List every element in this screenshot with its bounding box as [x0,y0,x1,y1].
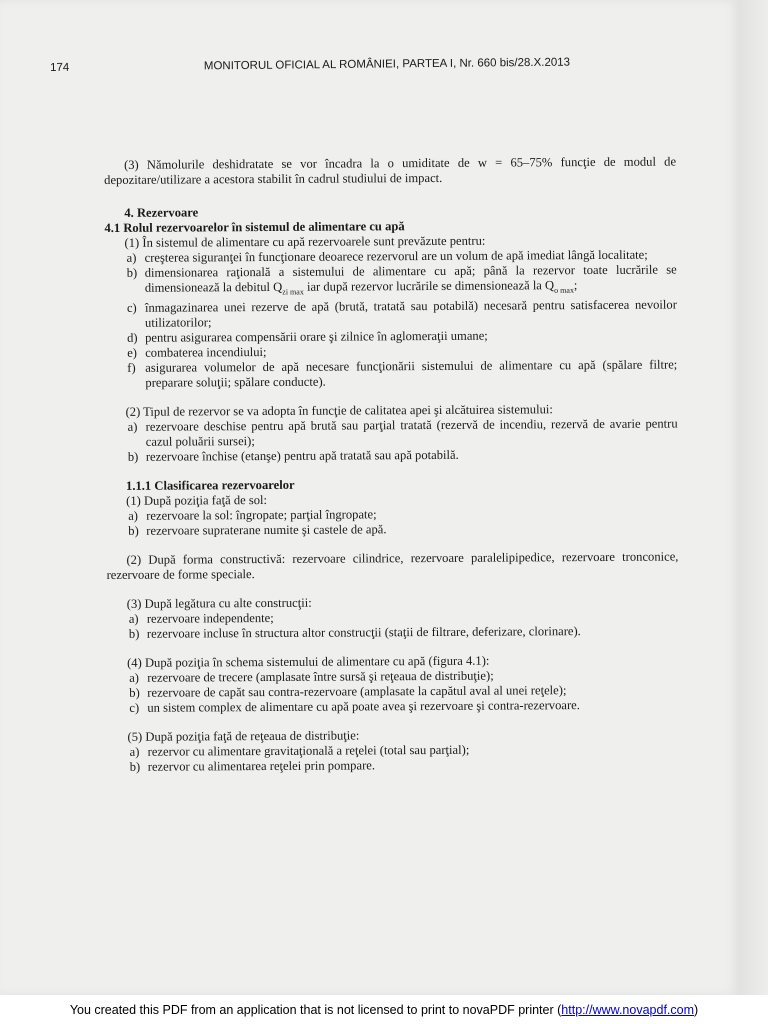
list-item: d) pentru asigurarea compensării orare şi zilnice în aglomeraţii umane; [127,328,488,345]
section-4-title: 4. Rezervoare [124,205,199,220]
list-item: b) rezervoare supraterane numite şi castele de apă. [128,521,387,538]
classification-1: (1) După poziţia faţă de sol: [126,492,268,508]
role-list [105,248,678,391]
publication-title: MONITORUL OFICIAL AL ROMÂNIEI, PARTEA I, Nr. 660 bis/28.X.2013 [203,56,571,73]
list-item: c) înmagazinarea unei rezerve de apă (brută, tratată sau potabilă) necesară pentru satisfacerea nevoilor utilizatorilor; [126,297,677,330]
section-4-1-intro: (1) În sistemul de alimentare cu apă rezervoarele sunt prevăzute pentru: [124,233,486,250]
list-item: b) rezervoare închise (etanşe) pentru apă tratată sau apă potabilă. [127,447,459,464]
document-body [104,155,680,775]
list-item: b) rezervor cu alimentarea reţelei prin pompare. [129,757,376,774]
classification-2: (2) După forma constructivă: rezervoare cilindrice, rezervoare paralelipipedice, rezervoare tronconice, rezervoare de forme speciale. [106,549,679,582]
list-item: b) rezervoare de capăt sau contra-rezervoare (amplasate la capătul aval al unei reţele); [129,682,567,700]
list-item: c) un sistem complex de alimentare cu apă poate avea şi rezervoare şi contra-rezervoare. [129,697,580,715]
list-item: e) combaterea incendiului; [127,344,267,360]
list-item: b) dimensionarea raţională a sistemului de alimentare cu apă; până la rezervor toate lucrările se dimensionează la debitul $Q_{zi max}$ iar după rezervor lucrările se dimensionează la $Q_{o max}$; [126,262,677,297]
footer-text: You created this PDF from an application that is not licensed to print to novaPDF printer ( [69,1002,562,1017]
classification-3: (3) După legătura cu alte construcţii: [126,595,312,611]
page-header [50,57,570,74]
list-item: a) rezervoare independente; [128,610,274,626]
footer-text-end: ) [694,1002,699,1017]
paragraph-3: (3) Nămolurile deshidratate se vor încadra la o umiditate de w = 65–75% funcţie de modul de depozitare/utilizare a acestora stabilit în cadrul studiului de impact. [104,154,677,187]
scan-margin [740,0,768,995]
section-4-1-title: 4.1 Rolul rezervoarelor în sistemul de alimentare cu apă [104,219,405,235]
list-item: b) rezervoare incluse în structura altor construcţii (staţii de filtrare, deferizare, clorinare). [128,623,581,641]
list-item: f) asigurarea volumelor de apă necesare funcţionării sistemului de alimentare cu apă (spălare filtre; preparare soluţii; spălare conducte). [127,357,678,390]
classification-5: (5) După poziţia faţă de reţeaua de distribuţie: [127,727,360,744]
section-4-1-para-2: (2) Tipul de rezervor se va adopta în funcţie de calitatea apei şi alcătuirea sistemului: [125,401,553,419]
section-1-1-1-title: 1.1.1 Clasificarea rezervoarelor [125,477,295,493]
list-item: a) rezervoare deschise pentru apă brută sau parţial tratată (rezervă de incendiu, rezervă de avarie pentru cazul poluării sursei); [127,416,678,449]
classification-4: (4) După poziţia în schema sistemului de alimentare cu apă (figura 4.1): [127,653,490,670]
novapdf-footer [0,995,768,1024]
list-item: a) rezervor cu alimentare gravitaţională a reţelei (total sau parţial); [129,742,470,759]
list-item: a) rezervoare de trecere (amplasate între sursă şi reţeaua de distribuţie); [129,668,494,685]
page-number: 174 [50,61,70,74]
novapdf-link[interactable]: http://www.novapdf.com [561,1002,694,1017]
reservoir-type-list [106,416,678,464]
list-item: a) creşterea siguranţei în funcţionare deoarece rezervorul are un volum de apă imediat lângă localitate; [126,247,648,265]
list-item: a) rezervoare la sol: îngropate; parţial îngropate; [128,506,377,523]
